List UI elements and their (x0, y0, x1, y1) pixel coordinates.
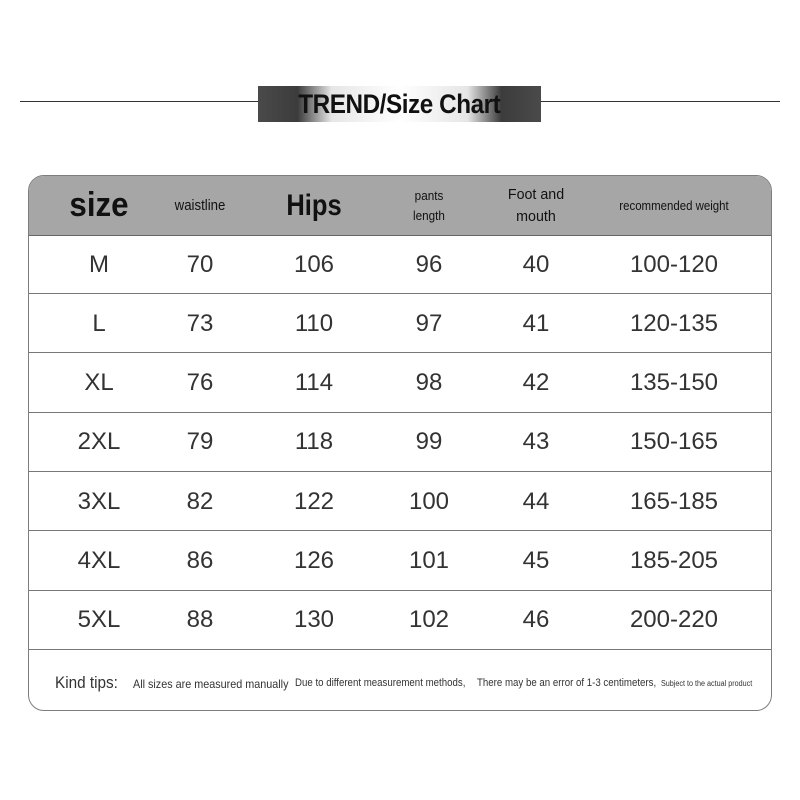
cell-waistline: 70 (186, 250, 214, 278)
title-rule-left (20, 101, 258, 102)
cell-hips: 126 (293, 547, 335, 574)
cell-hips: 118 (294, 428, 334, 456)
header-pants-length (393, 176, 465, 235)
cell-foot-mouth: 40 (522, 250, 550, 278)
cell-hips: 106 (293, 250, 335, 278)
cell-size: 3XL (77, 487, 121, 515)
kind-tips-label: Kind tips: (55, 673, 118, 692)
page-title: TREND/Size Chart (298, 88, 501, 119)
cell-pants-length: 99 (415, 428, 443, 456)
cell-size: 5XL (77, 606, 121, 634)
title-rule-right (541, 101, 780, 102)
cell-waistline: 82 (186, 487, 214, 515)
header-pants-length-line1: pants (414, 187, 444, 203)
cell-weight: 135-150 (629, 369, 719, 397)
table-row (29, 354, 771, 413)
cell-pants-length: 100 (408, 487, 450, 515)
table-row (29, 532, 771, 591)
cell-size: 4XL (77, 547, 121, 574)
table-row (29, 413, 771, 472)
cell-pants-length: 97 (415, 309, 443, 337)
cell-size: XL (84, 369, 114, 397)
cell-hips: 114 (294, 369, 334, 397)
cell-waistline: 86 (186, 547, 214, 574)
cell-pants-length: 98 (415, 369, 443, 397)
cell-weight: 165-185 (629, 487, 719, 515)
header-foot-mouth-line2: mouth (516, 207, 556, 225)
header-pants-length-line2: length (413, 207, 445, 223)
cell-weight: 200-220 (629, 606, 719, 634)
cell-foot-mouth: 46 (522, 606, 550, 634)
table-row (29, 472, 771, 531)
cell-size: L (92, 309, 106, 337)
cell-size: M (89, 250, 109, 278)
cell-hips: 130 (293, 606, 335, 634)
cell-weight: 185-205 (629, 547, 719, 574)
cell-weight: 150-165 (629, 428, 719, 456)
cell-foot-mouth: 44 (522, 487, 550, 515)
cell-waistline: 88 (186, 606, 214, 634)
cell-waistline: 79 (186, 428, 214, 456)
header-waistline: waistline (174, 197, 226, 214)
cell-pants-length: 102 (408, 606, 450, 634)
tip-item: All sizes are measured manually (133, 677, 289, 691)
cell-pants-length: 101 (408, 547, 450, 574)
table-row (29, 294, 771, 353)
table-header (29, 176, 771, 236)
header-foot-mouth-line1: Foot and (507, 185, 565, 203)
size-chart-table (28, 175, 772, 711)
cell-waistline: 73 (186, 309, 214, 337)
header-recommended-weight: recommended weight (619, 198, 729, 213)
tip-item: Due to different measurement methods, (295, 677, 466, 689)
cell-foot-mouth: 42 (522, 369, 550, 397)
cell-hips: 122 (293, 487, 335, 515)
table-row (29, 591, 771, 650)
cell-hips: 110 (294, 309, 334, 337)
title-banner (258, 86, 541, 122)
cell-weight: 120-135 (629, 309, 719, 337)
cell-pants-length: 96 (415, 250, 443, 278)
cell-size: 2XL (77, 428, 121, 456)
cell-foot-mouth: 43 (522, 428, 550, 456)
tip-item: There may be an error of 1-3 centimeters, (477, 677, 657, 689)
header-size: size (69, 186, 129, 224)
table-row (29, 235, 771, 294)
tip-item: Subject to the actual product (661, 679, 753, 688)
kind-tips (29, 657, 771, 710)
header-hips: Hips (286, 188, 342, 222)
cell-waistline: 76 (186, 369, 214, 397)
cell-foot-mouth: 45 (522, 547, 550, 574)
cell-foot-mouth: 41 (522, 309, 550, 337)
header-foot-mouth (493, 176, 579, 235)
cell-weight: 100-120 (629, 250, 719, 278)
